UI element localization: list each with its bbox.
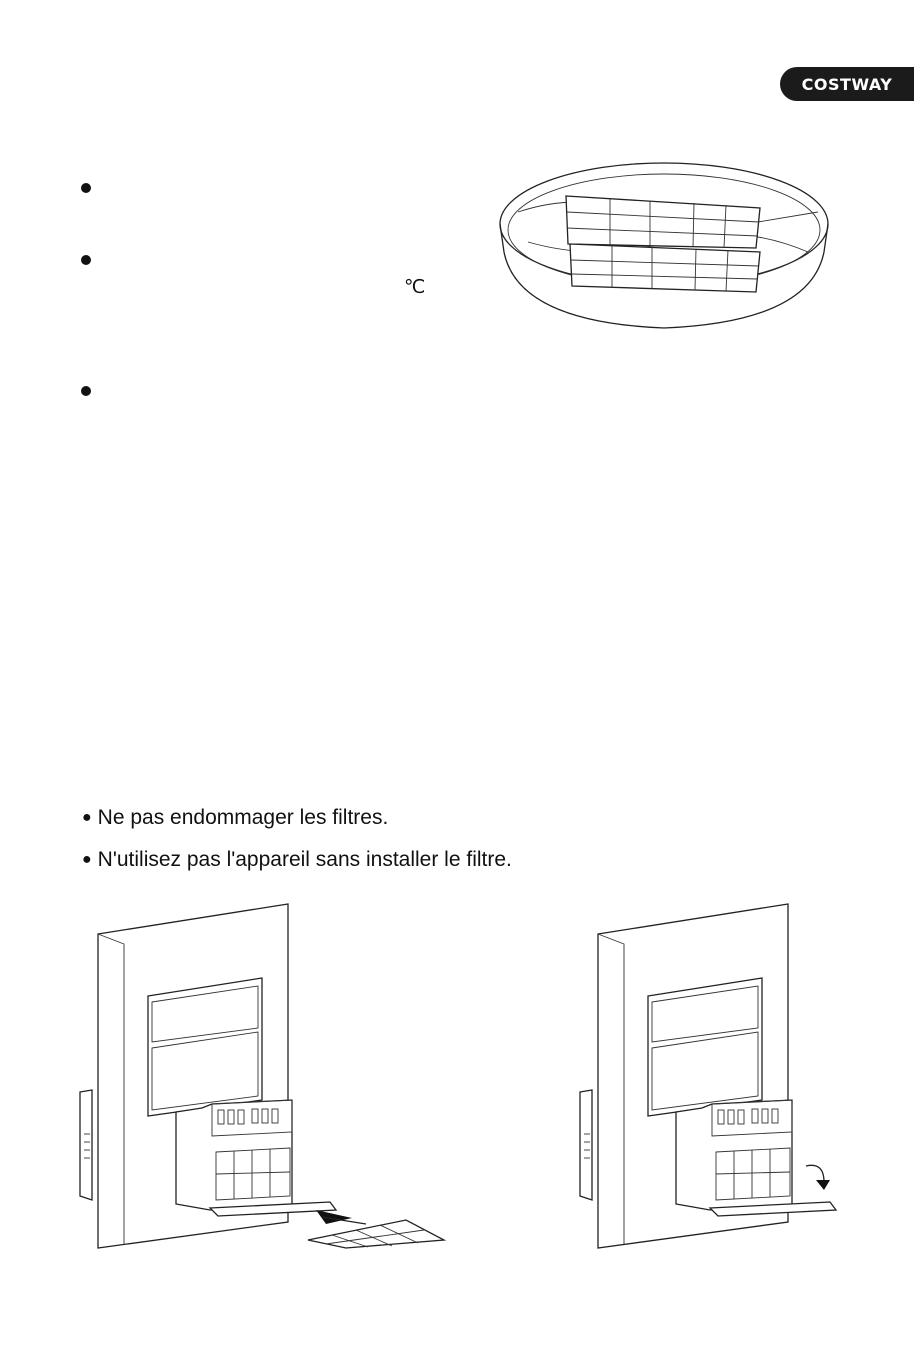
bullet-icon	[81, 183, 91, 193]
bullet-icon: ●	[82, 809, 92, 826]
note-install-filter: ● N'utilisez pas l'appareil sans installer le filtre.	[82, 848, 512, 871]
note-filters: ● Ne pas endommager les filtres.	[82, 806, 389, 829]
wash-basin-illustration	[498, 152, 838, 332]
filter-insert-illustration	[76, 904, 456, 1254]
brand-logo	[780, 67, 914, 101]
bullet-icon: ●	[82, 851, 92, 868]
bullet-icon	[81, 386, 91, 396]
temperature-unit: ℃	[404, 277, 426, 298]
filter-close-illustration	[578, 904, 878, 1254]
bullet-icon	[81, 255, 91, 265]
brand-name: COSTWAY	[801, 74, 893, 94]
